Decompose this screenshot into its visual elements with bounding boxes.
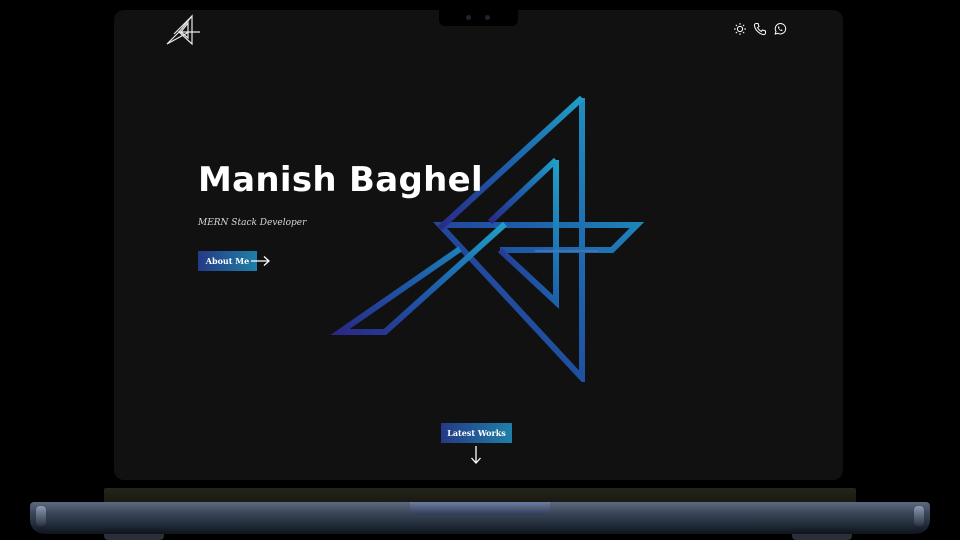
logo-icon[interactable] [165,14,201,46]
whatsapp-icon[interactable] [773,21,787,35]
phone-icon[interactable] [753,21,767,35]
base-opening-lip [410,502,550,515]
about-me-button[interactable]: About Me [198,251,257,271]
camera-notch [439,10,518,26]
base-edge-left [36,506,46,526]
hero-role: MERN Stack Developer [198,218,307,228]
laptop-foot-left [104,534,164,540]
camera-lens [466,15,471,20]
hero-logo-graphic [330,92,646,382]
camera-sensor [485,15,490,20]
arrow-down-icon[interactable] [469,445,483,465]
arrow-right-icon[interactable] [249,255,271,267]
laptop-foot-right [792,534,852,540]
hero-name: Manish Baghel [198,160,483,200]
laptop-base [30,502,930,534]
base-edge-right [914,506,924,526]
header-actions [733,21,787,35]
sun-icon[interactable] [733,21,747,35]
latest-works-button[interactable]: Latest Works [441,423,512,443]
